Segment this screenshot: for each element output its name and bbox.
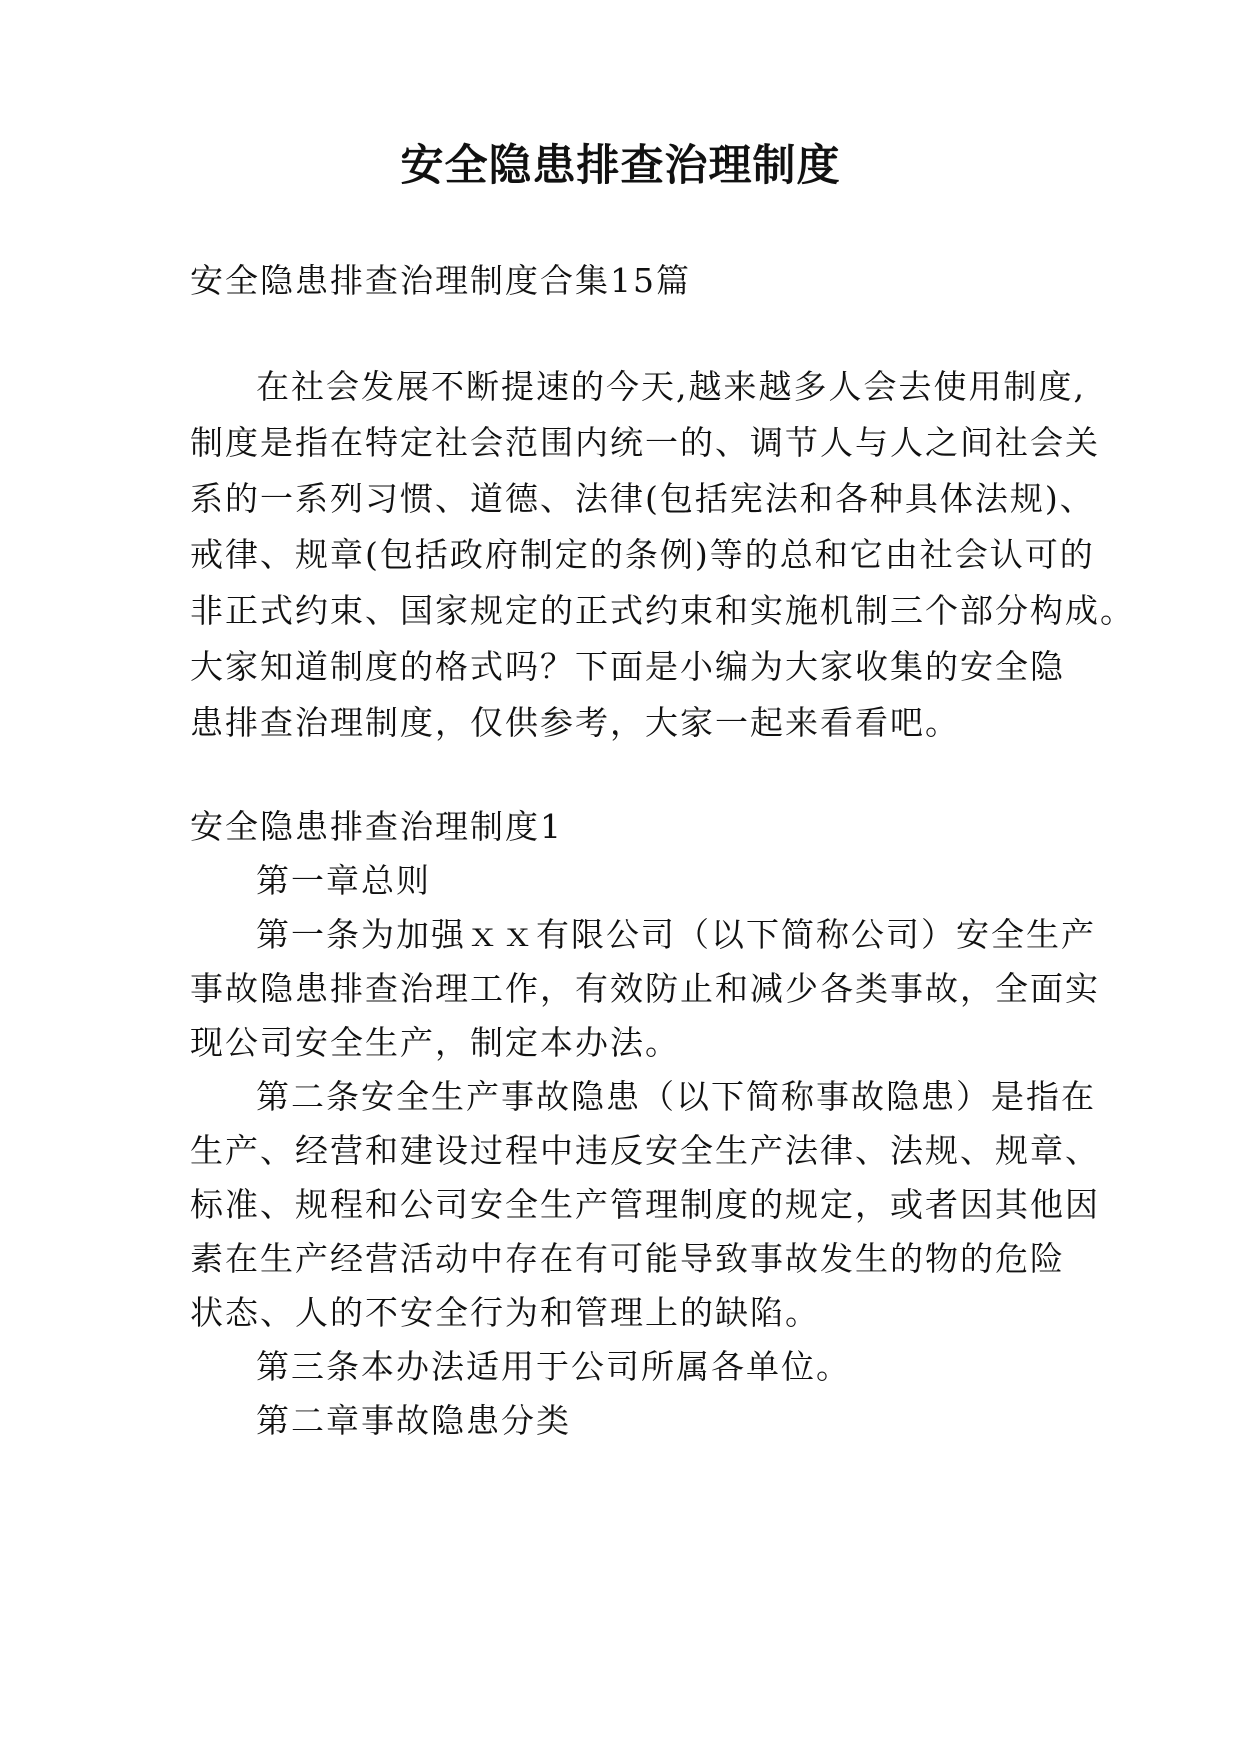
article-line: 第一条为加强ｘｘ有限公司（以下简称公司）安全生产 bbox=[256, 915, 1096, 954]
intro-line: 大家知道制度的格式吗？下面是小编为大家收集的安全隐 bbox=[190, 647, 1065, 686]
article-line: 生产、经营和建设过程中违反安全生产法律、法规、规章、 bbox=[190, 1131, 1100, 1170]
article-line: 现公司安全生产，制定本办法。 bbox=[190, 1023, 680, 1062]
intro-line: 患排查治理制度，仅供参考，大家一起来看看吧。 bbox=[190, 703, 960, 742]
article-line: 状态、人的不安全行为和管理上的缺陷。 bbox=[190, 1293, 820, 1332]
intro-line: 戒律、规章(包括政府制定的条例)等的总和它由社会认可的 bbox=[190, 535, 1095, 574]
section-heading: 安全隐患排查治理制度1 bbox=[190, 807, 563, 846]
intro-line: 系的一系列习惯、道德、法律(包括宪法和各种具体法规)、 bbox=[190, 479, 1095, 518]
intro-line: 在社会发展不断提速的今天,越来越多人会去使用制度, bbox=[256, 367, 1086, 406]
article-line: 事故隐患排查治理工作，有效防止和减少各类事故，全面实 bbox=[190, 969, 1100, 1008]
document-title: 安全隐患排查治理制度 bbox=[400, 141, 841, 191]
document-subtitle: 安全隐患排查治理制度合集15篇 bbox=[190, 261, 691, 300]
intro-line: 制度是指在特定社会范围内统一的、调节人与人之间社会关 bbox=[190, 423, 1100, 462]
article-line: 素在生产经营活动中存在有可能导致事故发生的物的危险 bbox=[190, 1239, 1065, 1278]
chapter-heading: 第二章事故隐患分类 bbox=[256, 1401, 571, 1440]
intro-line: 非正式约束、国家规定的正式约束和实施机制三个部分构成。 bbox=[190, 591, 1135, 630]
chapter-heading: 第一章总则 bbox=[256, 861, 431, 900]
article-line: 标准、规程和公司安全生产管理制度的规定，或者因其他因 bbox=[190, 1185, 1100, 1224]
article-line: 第二条安全生产事故隐患（以下简称事故隐患）是指在 bbox=[256, 1077, 1096, 1116]
article-line: 第三条本办法适用于公司所属各单位。 bbox=[256, 1347, 851, 1386]
